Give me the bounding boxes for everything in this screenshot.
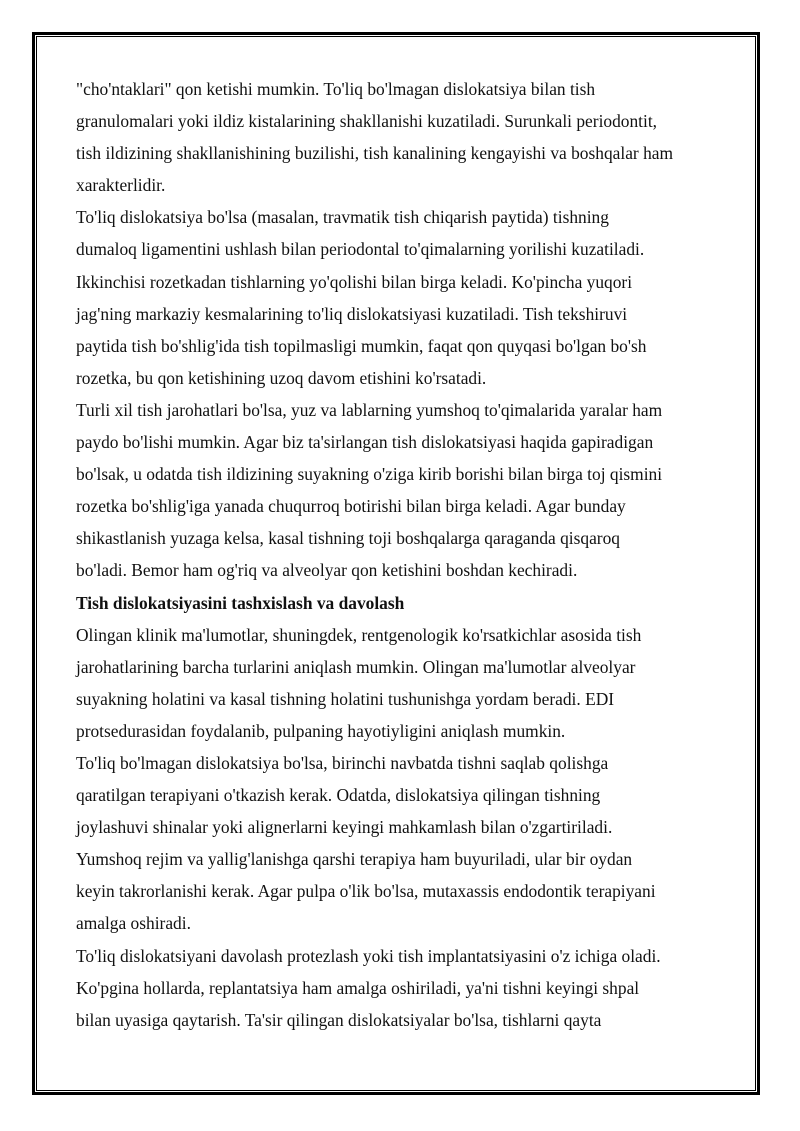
body-text-line: rozetka, bu qon ketishining uzoq davom etishini ko'rsatadi. [76,367,487,388]
body-text-line: joylashuvi shinalar yoki alignerlarni keyingi mahkamlash bilan o'zgartiriladi. [76,817,613,838]
body-text-line: keyin takrorlanishi kerak. Agar pulpa o'lik bo'lsa, mutaxassis endodontik terapiyani [76,881,656,902]
body-text-line: bilan uyasiga qaytarish. Ta'sir qilingan dislokatsiyalar bo'lsa, tishlarni qayta [76,1009,602,1030]
body-text-line: jarohatlarining barcha turlarini aniqlash mumkin. Olingan ma'lumotlar alveolyar [76,656,636,677]
body-text-line: protsedurasidan foydalanib, pulpaning hayotiyligini aniqlash mumkin. [76,720,566,741]
body-text-line: tish ildizining shakllanishining buzilishi, tish kanalining kengayishi va boshqalar ham [76,143,674,164]
body-text-line: Turli xil tish jarohatlari bo'lsa, yuz va lablarning yumshoq to'qimalarida yaralar ham [76,399,663,420]
body-text-line: To'liq dislokatsiyani davolash protezlash yoki tish implantatsiyasini o'z ichiga oladi. [76,945,661,966]
body-text-line: granulomalari yoki ildiz kistalarining shakllanishi kuzatiladi. Surunkali periodontit, [76,111,658,132]
document-body [76,73,731,1036]
body-text-line: paydo bo'lishi mumkin. Agar biz ta'sirlangan tish dislokatsiyasi haqida gapiradigan [76,432,654,453]
body-text-line: suyakning holatini va kasal tishning holatini tushunishga yordam beradi. EDI [76,688,615,709]
body-text-line: Yumshoq rejim va yallig'lanishga qarshi terapiya ham buyuriladi, ular bir oydan [76,849,633,870]
body-text-line: bo'ladi. Bemor ham og'riq va alveolyar qon ketishini boshdan kechiradi. [76,560,578,581]
body-text-line: To'liq bo'lmagan dislokatsiya bo'lsa, birinchi navbatda tishni saqlab qolishga [76,752,609,773]
section-heading: Tish dislokatsiyasini tashxislash va davolash [76,592,405,613]
body-text-line: qaratilgan terapiyani o'tkazish kerak. Odatda, dislokatsiya qilingan tishning [76,785,601,806]
body-text-line: amalga oshiradi. [76,913,191,934]
body-text-line: To'liq dislokatsiya bo'lsa (masalan, travmatik tish chiqarish paytida) tishning [76,207,609,228]
body-text-line: dumaloq ligamentini ushlash bilan periodontal to'qimalarning yorilishi kuzatiladi. [76,239,645,260]
body-text-line: paytida tish bo'shlig'ida tish topilmasligi mumkin, faqat qon quyqasi bo'lgan bo'sh [76,335,647,356]
body-text-line: rozetka bo'shlig'iga yanada chuqurroq botirishi bilan birga keladi. Agar bunday [76,496,626,517]
body-text-line: jag'ning markaziy kesmalarining to'liq dislokatsiyasi kuzatiladi. Tish tekshiruvi [76,303,628,324]
body-text-line: Ikkinchisi rozetkadan tishlarning yo'qolishi bilan birga keladi. Ko'pincha yuqori [76,271,633,292]
body-text-line: "cho'ntaklari" qon ketishi mumkin. To'liq bo'lmagan dislokatsiya bilan tish [76,79,596,99]
body-text-line: bo'lsak, u odatda tish ildizining suyakning o'ziga kirib borishi bilan birga toj qismini [76,464,663,485]
body-text-line: xarakterlidir. [76,175,166,196]
body-text-line: shikastlanish yuzaga kelsa, kasal tishning toji boshqalarga qaraganda qisqaroq [76,528,620,549]
body-text-line: Olingan klinik ma'lumotlar, shuningdek, rentgenologik ko'rsatkichlar asosida tish [76,624,642,645]
body-text-line: Ko'pgina hollarda, replantatsiya ham amalga oshiriladi, ya'ni tishni keyingi shpal [76,977,640,998]
